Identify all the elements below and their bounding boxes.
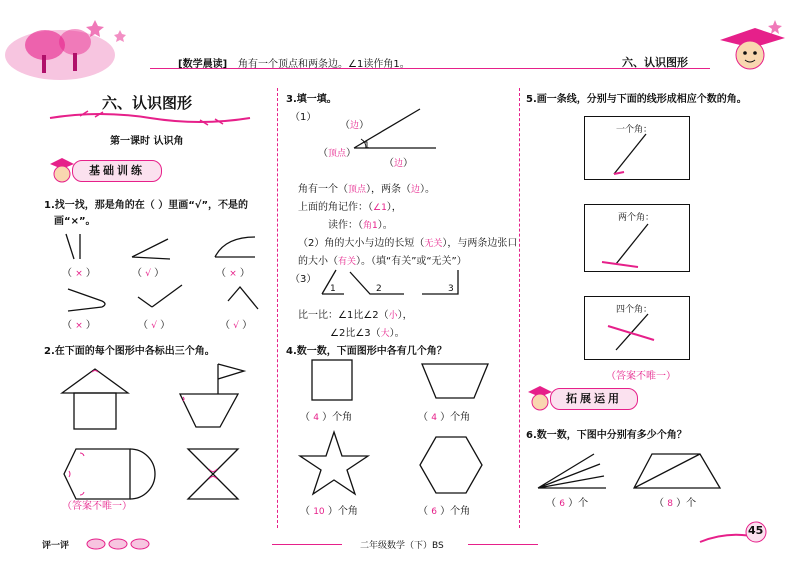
- q6-answer-1: （ 6 ）个: [546, 498, 589, 509]
- q2-note: （答案不唯一）: [62, 501, 132, 512]
- q3-three-angles: [314, 266, 494, 296]
- header-decoration-right: [705, 0, 795, 80]
- q5-figure-1: [584, 116, 688, 178]
- q1-answer-1: ×: [75, 269, 83, 279]
- q3-angle-num-1: 1: [330, 284, 336, 294]
- q6-title: 6.数一数，下图中分别有多少个角？: [526, 430, 687, 441]
- q1-paren-1: （ × ）: [62, 268, 96, 279]
- q3-part1-label: （1）: [290, 112, 317, 123]
- q4-answer-trapezoid: （ 4 ）个角: [418, 412, 471, 423]
- q1-answer-2: √: [145, 269, 151, 279]
- footer: [0, 520, 800, 571]
- q3-vertex: （顶点）: [318, 148, 357, 159]
- column-3: [524, 84, 764, 524]
- q5-figure-3: [584, 296, 688, 358]
- q5-label-3: 四个角：: [616, 305, 653, 315]
- q1-paren-5: （ √ ）: [138, 320, 171, 331]
- q1-paren-3: （ × ）: [216, 268, 250, 279]
- section-title: 六、认识图形: [102, 94, 193, 112]
- q1-text-a: 1.找一找，那是角的在（ ）里画“√”，不是的: [44, 200, 249, 211]
- q4-title: 4.数一数，下面图形中各有几个角？: [286, 346, 447, 357]
- column-1: [40, 84, 272, 524]
- page-number: 45: [748, 524, 764, 537]
- q3-title: 3.填一填。: [286, 94, 337, 105]
- q1-answer-6: √: [233, 321, 239, 331]
- q3-line5: 的大小（有关）。（填“有关”或“无关”）: [298, 256, 467, 267]
- q4-answer-square: （ 4 ）个角: [300, 412, 353, 423]
- footer-rating-label: 评一评: [42, 541, 70, 551]
- q5-title: 5.画一条线，分别与下面的线形成相应个数的角。: [526, 94, 747, 105]
- q2-text: 2.在下面的每个图形中各标出三个角。: [44, 346, 215, 357]
- q5-note: （答案不唯一）: [606, 371, 676, 382]
- q3-edge-top: （边）: [340, 120, 370, 131]
- reading-tag: [数学晨读]: [178, 59, 228, 70]
- q3-line1: 角有一个（顶点），两条（边）。: [298, 184, 436, 195]
- column-separator-2: [519, 88, 520, 528]
- q4-answer-hexagon: （ 6 ）个角: [418, 506, 471, 517]
- q3-angle-num-3: 3: [448, 284, 454, 294]
- reading-text: 角有一个顶点和两条边。∠1读作角1。: [238, 59, 410, 70]
- lesson-title: 第一课时 认识角: [110, 136, 184, 147]
- chapter-label: 六、认识图形: [622, 56, 688, 69]
- q3-angle-figure: [344, 104, 484, 164]
- rating-flowers-icon: [86, 534, 156, 550]
- badge-extended-use: 拓展运用: [550, 388, 638, 410]
- q4-shapes: [284, 352, 514, 512]
- footer-book-title: 二年级数学（下）BS: [360, 541, 444, 551]
- q3-angle-num-2: 2: [376, 284, 382, 294]
- q2-figures: [40, 359, 272, 509]
- q3-angle-one: 1: [364, 141, 370, 151]
- q1-paren-2: （ √ ）: [132, 268, 165, 279]
- q5-label-2: 两个角：: [618, 213, 655, 223]
- q3-line4: （2）角的大小与边的长短（无关），与两条边张口: [298, 238, 518, 249]
- q1-paren-6: （ √ ）: [220, 320, 253, 331]
- q4-answer-star: （ 10 ）个角: [300, 506, 358, 517]
- footer-line-left: [272, 544, 342, 545]
- title-flourish: [50, 110, 250, 126]
- q1-answer-5: √: [151, 321, 157, 331]
- q1-paren-4: （ × ）: [62, 320, 96, 331]
- footer-line-right: [468, 544, 538, 545]
- header-bar: [0, 0, 800, 80]
- q3-line3: 读作：（角1）。: [328, 220, 393, 231]
- q5-label-1: 一个角：: [616, 125, 653, 135]
- q3-compare-1: 比一比：∠1比∠2（小），: [298, 310, 413, 321]
- q1-answer-3: ×: [229, 269, 237, 279]
- q3-edge-bottom: （边）: [384, 158, 414, 169]
- q3-line2: 上面的角记作：（∠1），: [298, 202, 402, 213]
- q5-figure-2: [584, 204, 688, 270]
- q1-answer-4: ×: [75, 321, 83, 331]
- column-separator-1: [277, 88, 278, 528]
- q6-answer-2: （ 8 ）个: [654, 498, 697, 509]
- q6-figures: [524, 448, 754, 498]
- q1-text-b: 画“×”。: [54, 216, 96, 227]
- badge-basic-training: 基础训练: [72, 160, 162, 182]
- column-2: [284, 84, 518, 524]
- q3-compare-2: ∠2比∠3（大）。: [330, 328, 405, 339]
- header-decoration-left: [0, 0, 150, 80]
- q3-part3-label: （3）: [290, 274, 317, 285]
